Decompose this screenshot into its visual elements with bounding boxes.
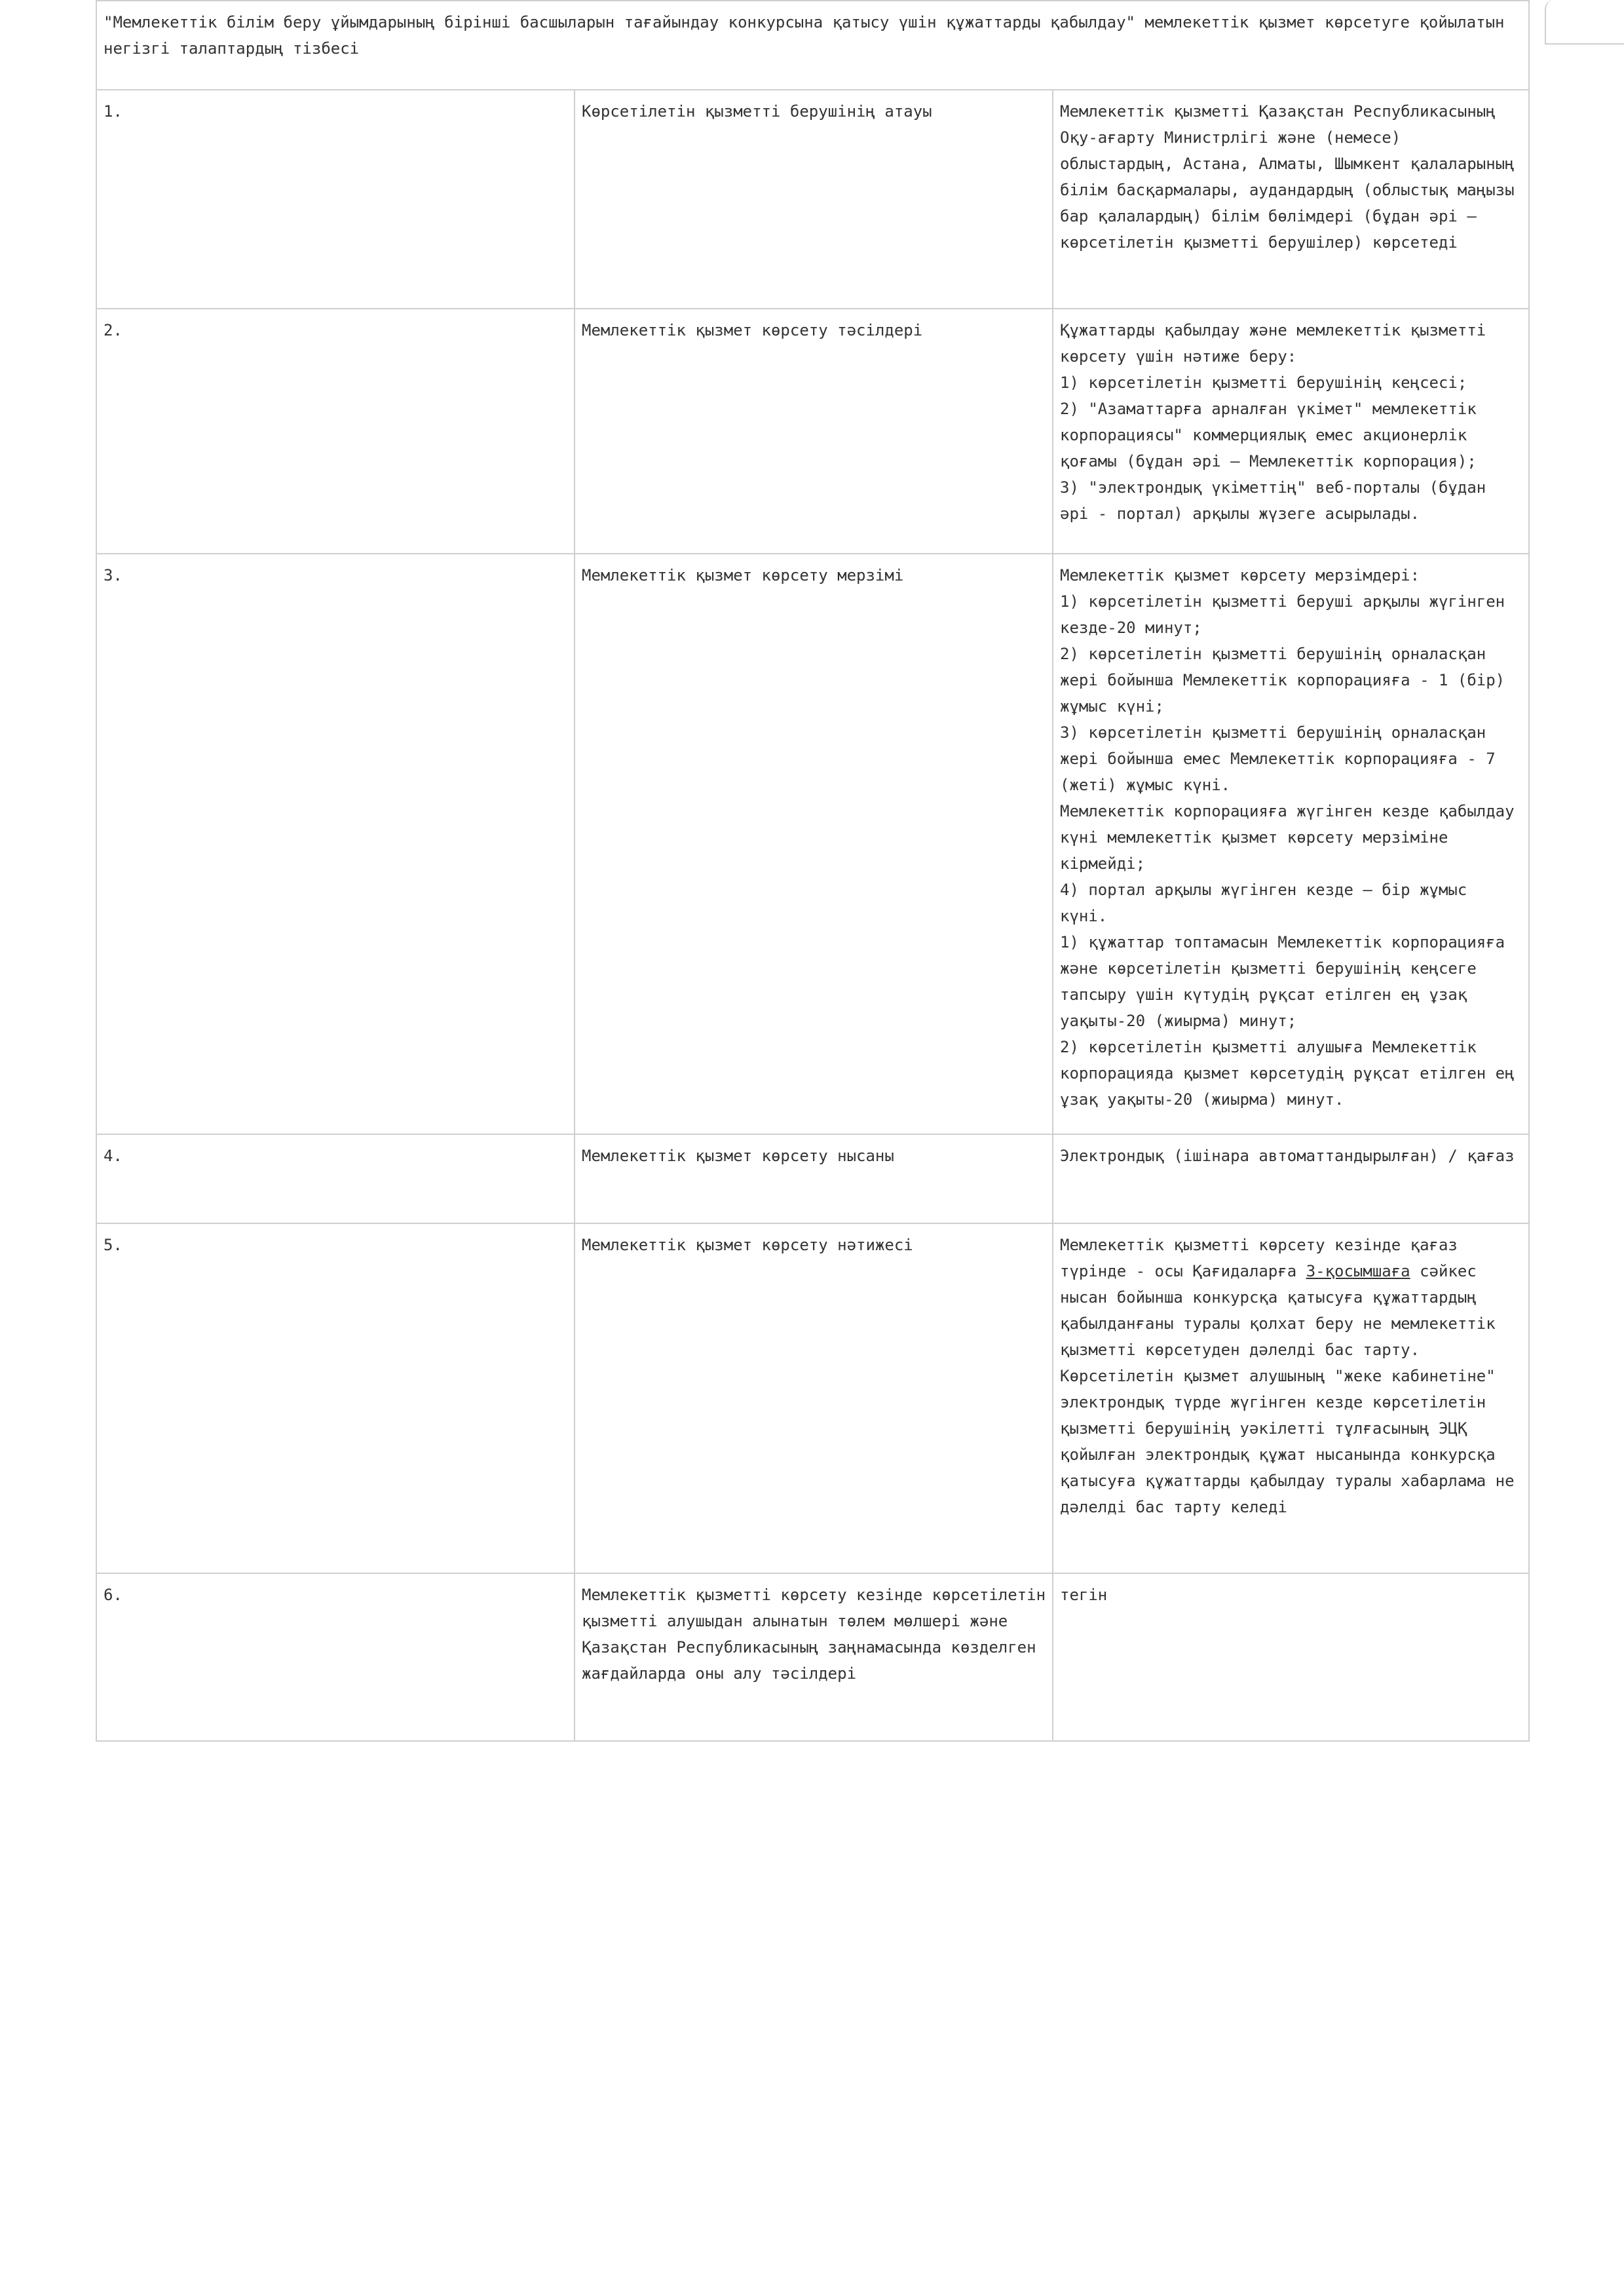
- row-value: Мемлекеттік қызмет көрсету мерзімдері: 1) көрсетілетін қызметті беруші арқылы жүгінген кезде-20 минут; 2) көрсетілетін қызметті берушінің орналасқан жері бойынша Мемлекеттік корпорацияға - 1 (бір) жұмыс күні; 3) көрсетілетін қызметті берушінің орналасқан жері бойынша емес Мемлекеттік корпорацияға - 7 (жеті) жұмыс күні. Мемлекеттік корпорацияға жүгінген кезде қабылдау күні мемлекеттік қызмет көрсету мерзіміне кірмейді; 4) портал арқылы жүгінген кезде – бір жұмыс күні. 1) құжаттар топтамасын Мемлекеттік корпорацияға және көрсетілетін қызметті берушінің кеңсеге тапсыру үшін күтудің рұқсат етілген ең ұзақ уақыты-20 (жиырма) минут; 2) көрсетілетін қызметті алушыға Мемлекеттік корпорацияда қызмет көрсетудің рұқсат етілген ең ұзақ уақыты-20 (жиырма) минут.: [1053, 554, 1529, 1134]
- row-label: Мемлекеттік қызмет көрсету нысаны: [575, 1134, 1053, 1223]
- row-label: Мемлекеттік қызмет көрсету мерзімі: [575, 554, 1053, 1134]
- corner-tab: [1545, 0, 1624, 45]
- table-row: [96, 1134, 1529, 1223]
- row-number: 6.: [96, 1573, 575, 1741]
- row-number: 5.: [96, 1223, 575, 1573]
- table-row: [96, 554, 1529, 1134]
- row-value: Құжаттарды қабылдау және мемлекеттік қызметті көрсету үшін нәтиже беру: 1) көрсетілетін қызметті берушінің кеңсесі; 2) "Азаматтарға арналған үкімет" мемлекеттік корпорациясы" коммерциялық емес акционерлік қоғамы (бұдан әрі – Мемлекеттік корпорация); 3) "электрондық үкіметтің" веб-порталы (бұдан әрі - портал) арқылы жүзеге асырылады.: [1053, 309, 1529, 554]
- row-value-text: Мемлекеттік қызметті көрсету кезінде қағаз түрінде - осы Қағидаларға: [1060, 1236, 1467, 1280]
- requirements-table: [96, 0, 1530, 1742]
- document-title: "Мемлекеттік білім беру ұйымдарының бірінші басшыларын тағайындау конкурсына қатысу үшін құжаттарды қабылдау" мемлекеттік қызмет көрсетуге қойылатын негізгі талаптардың тізбесі: [96, 1, 1529, 90]
- row-number: 3.: [96, 554, 575, 1134]
- table-row: [96, 309, 1529, 554]
- row-label: Мемлекеттік қызметті көрсету кезінде көрсетілетін қызметті алушыдан алынатын төлем мөлшері және Қазақстан Республикасының заңнамасында көзделген жағдайларда оны алу тәсілдері: [575, 1573, 1053, 1741]
- row-value: [1053, 1223, 1529, 1573]
- row-value: Электрондық (ішінара автоматтандырылған) / қағаз: [1053, 1134, 1529, 1223]
- table-title-row: [96, 1, 1529, 90]
- row-number: 4.: [96, 1134, 575, 1223]
- table-row: [96, 1223, 1529, 1573]
- row-number: 2.: [96, 309, 575, 554]
- row-label: Көрсетілетін қызметті берушінің атауы: [575, 90, 1053, 309]
- row-number: 1.: [96, 90, 575, 309]
- row-value-text: сәйкес нысан бойынша конкурсқа қатысуға құжаттардың қабылданғаны туралы қолхат беру не мемлекеттік қызметті көрсетуден дәлелді бас тарту. Көрсетілетін қызмет алушының "жеке кабинетіне" электрондық түрде жүгінген кезде көрсетілетін қызметті берушінің уәкілетті тұлғасының ЭЦҚ қойылған электрондық құжат нысанында конкурсқа қатысуға құжаттарды қабылдау туралы хабарлама не дәлелді бас тарту келеді: [1060, 1262, 1515, 1516]
- table-row: [96, 90, 1529, 309]
- row-label: Мемлекеттік қызмет көрсету тәсілдері: [575, 309, 1053, 554]
- table-row: [96, 1573, 1529, 1741]
- row-value: тегін: [1053, 1573, 1529, 1741]
- row-label: Мемлекеттік қызмет көрсету нәтижесі: [575, 1223, 1053, 1573]
- appendix-3-link[interactable]: 3-қосымшаға: [1306, 1262, 1410, 1280]
- row-value: Мемлекеттік қызметті Қазақстан Республикасының Оқу-ағарту Министрлігі және (немесе) облыстардың, Астана, Алматы, Шымкент қалаларының білім басқармалары, аудандардың (облыстық маңызы бар қалалардың) білім бөлімдері (бұдан әрі – көрсетілетін қызметті берушілер) көрсетеді: [1053, 90, 1529, 309]
